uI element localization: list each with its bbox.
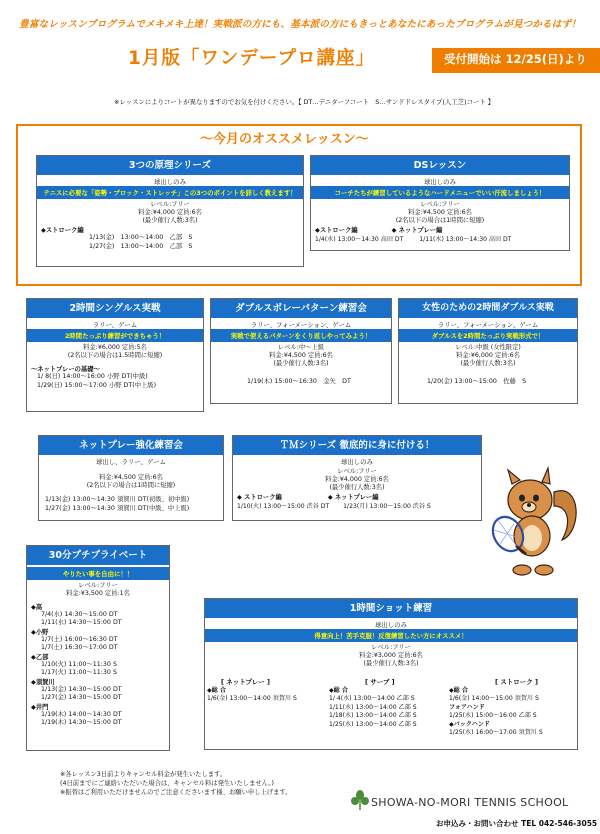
schedule-row: 1/11(水) 14:30～15:00 DT [41,619,122,626]
lesson-sub: 球出しのみ [375,621,407,629]
schedule-row: 1/ 8(日) 14:00～16:00 小野 DT(中級) [37,373,148,380]
contact-info: お申込み・お問い合わせ TEL 042-546-3055 [436,819,598,828]
lesson-sub: ラリー、フォーメーション、ゲーム [250,321,352,329]
lesson-fee: 料金:¥4,500 定員:6名 [408,209,472,216]
private-schedule [27,602,169,727]
lesson-title: ダブルスボレーパターン練習会 [211,299,391,318]
lesson-level: レベル:フリー [78,582,118,589]
shot-col-serve-head: [ サーブ ] [365,678,395,686]
schedule-row: 1/27(金) 13:00～14:00 乙部 S [89,242,193,250]
shot-section: ◆総 合 [329,687,348,694]
lesson-shot [204,598,578,750]
lesson-min: (最少催行人数:3名) [460,360,516,367]
accept-start-badge: 受付開始は 12/25(日)より [432,48,600,73]
lesson-women [398,298,578,404]
schedule-row: 1/13(金) 14:30～15:00 DT [41,686,122,693]
school-logo-icon [350,789,370,811]
schedule-row: 1/11(水) 13:00～14:00 乙部 S [329,703,417,711]
lesson-title: 30分プチプライベート [27,546,169,565]
footer-notes [60,770,291,797]
lesson-min: (最少催行人数:3名) [329,484,385,491]
schedule-row: 1/29(日) 15:00～17:00 小野 DT(中上級) [37,381,157,389]
lesson-sub: 球出しのみ [154,178,186,186]
schedule-row: 1/25(水) 13:00～14:00 乙部 S [329,720,417,728]
lesson-fee: 料金:¥6,000 定員:5名 [83,344,147,351]
lesson-level: レベル:フリー [150,201,190,208]
lesson-netplay [38,435,224,521]
lesson-volley [210,298,392,404]
schedule-row: 1/4(水) 13:00～14:30 高田 DT [315,236,404,243]
lesson-highlight: ダブルスを2時間たっぷり実戦形式で！ [399,329,577,342]
lesson-highlight: 実戦で使えるパターンをくり返しやってみよう！ [211,329,391,342]
schedule-row: 1/ 4(水) 13:00～14:00 乙部 S [329,695,415,703]
schedule-row: 1/19(木) 14:00～14:30 DT [41,711,122,718]
lesson-level: レベル:フリー [337,468,377,475]
footer-note: (4日前までにご連絡いただいた場合は、キャンセル料は発生いたしません。) [60,780,274,787]
footer-note: ※各レッスン3日前よりキャンセル料金が発生いたします。 [60,771,227,778]
recommend-title: ～今月のオススメレッスン～ [200,132,369,147]
lesson-section: ◆ ネットプレー編 [327,494,379,501]
schedule-row: 1/19(木) 15:00～16:30 金矢 DT [247,378,351,385]
lesson-title: 1時間ショット練習 [205,599,577,618]
shot-section: フォアハンド [449,703,485,711]
lesson-sub: ラリー、フォーメーション、ゲーム [437,321,539,329]
lesson-section: ◆ ストローク編 [237,494,282,501]
schedule-row: 1/20(金) 13:00～15:00 佐藤 S [427,378,527,385]
schedule-row: 1/23(月) 13:00～15:00 渋谷 S [343,503,431,510]
schedule-row: 1/7(土) 16:30～17:00 DT [41,644,118,651]
shot-section: ◆総 合 [449,687,468,694]
lesson-min: (最少催行人数:3名) [273,360,329,367]
schedule-row: 1/6(金) 14:00～15:00 須賀川 S [449,695,539,703]
lesson-min: (2名以下の場合は1時間に短縮) [86,482,176,489]
schedule-row: 1/7(土) 16:00～16:30 DT [41,636,118,643]
lesson-min: (2名以下の場合は1時間に短縮) [395,217,485,224]
lesson-min: (2名以下の場合は1.5時間に短縮) [67,352,163,359]
shot-col-stroke-head: [ ストローク ] [495,678,538,686]
lesson-min: (最少催行人数:3名) [363,660,419,667]
squirrel-mascot-icon [484,462,584,578]
court-note: ※レッスンによりコートが異なりますのでお気を付けください。【 DT…デニターフコート S…サンドドレスタイプ(人工芝)コート 】 [114,98,495,106]
schedule-row: 1/10(火) 13:00～15:00 渋谷 DT [237,503,330,510]
schedule-row: 1/13(金) 13:00～14:00 乙部 S [89,234,193,241]
private-coach-name: ◆乙部 [31,654,49,661]
lesson-highlight: テニスに必要な「姿勢・ブロック・ストレッチ」この3つのポイントを詳しく教えます！ [37,186,303,199]
schedule-row: 1/25(水) 16:00～17:00 須賀川 S [449,729,543,737]
lesson-level: レベル:中級 (女性限定) [455,344,521,351]
tagline: 豊富なレッスンプログラムでメキメキ上達！実戦派の方にも、基本派の方にもきっとあなたにあったプログラムが見つかるはず！ [19,19,581,30]
lesson-tm [232,435,482,521]
lesson-fee: 料金:¥4,000 定員:6名 [138,209,202,216]
lesson-section: ◆ ネットプレー編 [391,227,443,234]
lesson-title: ネットプレー強化練習会 [39,436,223,455]
footer-note: ※振替はご利用いただけませんのでご注意くださいます様、お願い申し上げます。 [60,789,292,796]
schedule-row: 1/19(木) 14:30～15:00 DT [41,719,122,726]
shot-col-netplay-head: [ ネットプレー ] [221,678,271,686]
lesson-title: 女性のための2時間ダブルス実戦 [399,299,577,318]
lesson-title: ＴＭシリーズ 徹底的に身に付ける！ [233,436,481,455]
private-coach-name: ◆井門 [31,704,49,711]
lesson-highlight: やりたい事を自由に！！ [27,567,169,580]
lesson-highlight: コーチたちが練習しているようなハードメニューでいい汗流しましょう！ [311,186,569,199]
lesson-level: レベル:中～上級 [277,344,325,351]
lesson-level: レベル:フリー [371,644,411,651]
schedule-row: 1/27(金) 14:30～15:00 DT [41,694,122,701]
lesson-highlight: 得意向上！苦手克服！反復練習したい方にオススメ！ [205,629,577,642]
shot-col-stroke [449,687,543,737]
lesson-sub: 球出しのみ [424,178,456,186]
schedule-row: 1/13(金) 13:00～14:30 須賀川 DT(初級、初中級) [45,496,190,503]
shot-col-netplay [207,687,297,704]
lesson-fee: 料金:¥3,000 定員:6名 [359,652,423,659]
private-coach-name: ◆小野 [31,629,49,636]
shot-section: ◆バックハンド [449,720,490,728]
lesson-min: (最少催行人数:3名) [142,217,198,224]
lesson-principles [36,155,304,267]
lesson-section: ～ネットプレーの基礎～ [31,366,100,373]
lesson-fee: 料金:¥6,000 定員:6名 [456,352,520,359]
lesson-fee: 料金:¥4,000 定員:6名 [325,476,389,483]
lesson-singles [26,298,204,412]
shot-section: ◆総 合 [207,687,226,694]
schedule-row: 1/11(水) 13:00～14:30 高田 DT [419,236,512,243]
lesson-fee: 料金:¥4,500 定員:6名 [269,352,333,359]
schedule-row: 1/6(金) 13:00～14:00 須賀川 S [207,695,297,703]
shot-col-serve [329,687,417,729]
schedule-row: 1/17(火) 11:00～11:30 S [41,669,117,676]
lesson-sub: ラリー、ゲーム [92,321,138,329]
lesson-section: ◆ストローク編 [41,227,84,234]
lesson-title: 3つの原理シリーズ [37,156,303,175]
private-coach-name: ◆須賀川 [31,679,55,686]
page-title: 1月版「ワンデープロ講座」 [128,48,375,69]
lesson-private [26,545,170,751]
lesson-highlight: 2時間たっぷり練習ができちゃう！ [27,329,203,342]
schedule-row: 1/10(火) 11:00～11:30 S [41,661,117,668]
private-coach-name: ◆高 [31,604,43,611]
schedule-row: 1/27(金) 13:00～14:30 須賀川 DT(中級、中上級) [45,504,190,512]
lesson-fee: 料金:¥3,500 定員:1名 [66,590,130,597]
lesson-sub: 球出しのみ [341,458,373,466]
lesson-section: ◆ストローク編 [315,227,358,234]
schedule-row: 1/18(水) 13:00～14:00 乙部 S [329,712,417,720]
school-name: SHOWA-NO-MORI TENNIS SCHOOL [371,796,569,809]
schedule-row: 7/4(水) 14:30～15:00 DT [41,611,118,618]
lesson-fee: 料金:¥4,500 定員:6名 [99,474,163,481]
lesson-level: レベル:フリー [420,201,460,208]
lesson-title: 2時間シングルス実戦 [27,299,203,318]
lesson-sub: 球出し、ラリー、ゲーム [95,458,167,466]
lesson-title: DSレッスン [311,156,569,175]
lesson-ds [310,155,570,251]
schedule-row: 1/25(水) 15:00～16:00 乙部 S [449,712,537,720]
